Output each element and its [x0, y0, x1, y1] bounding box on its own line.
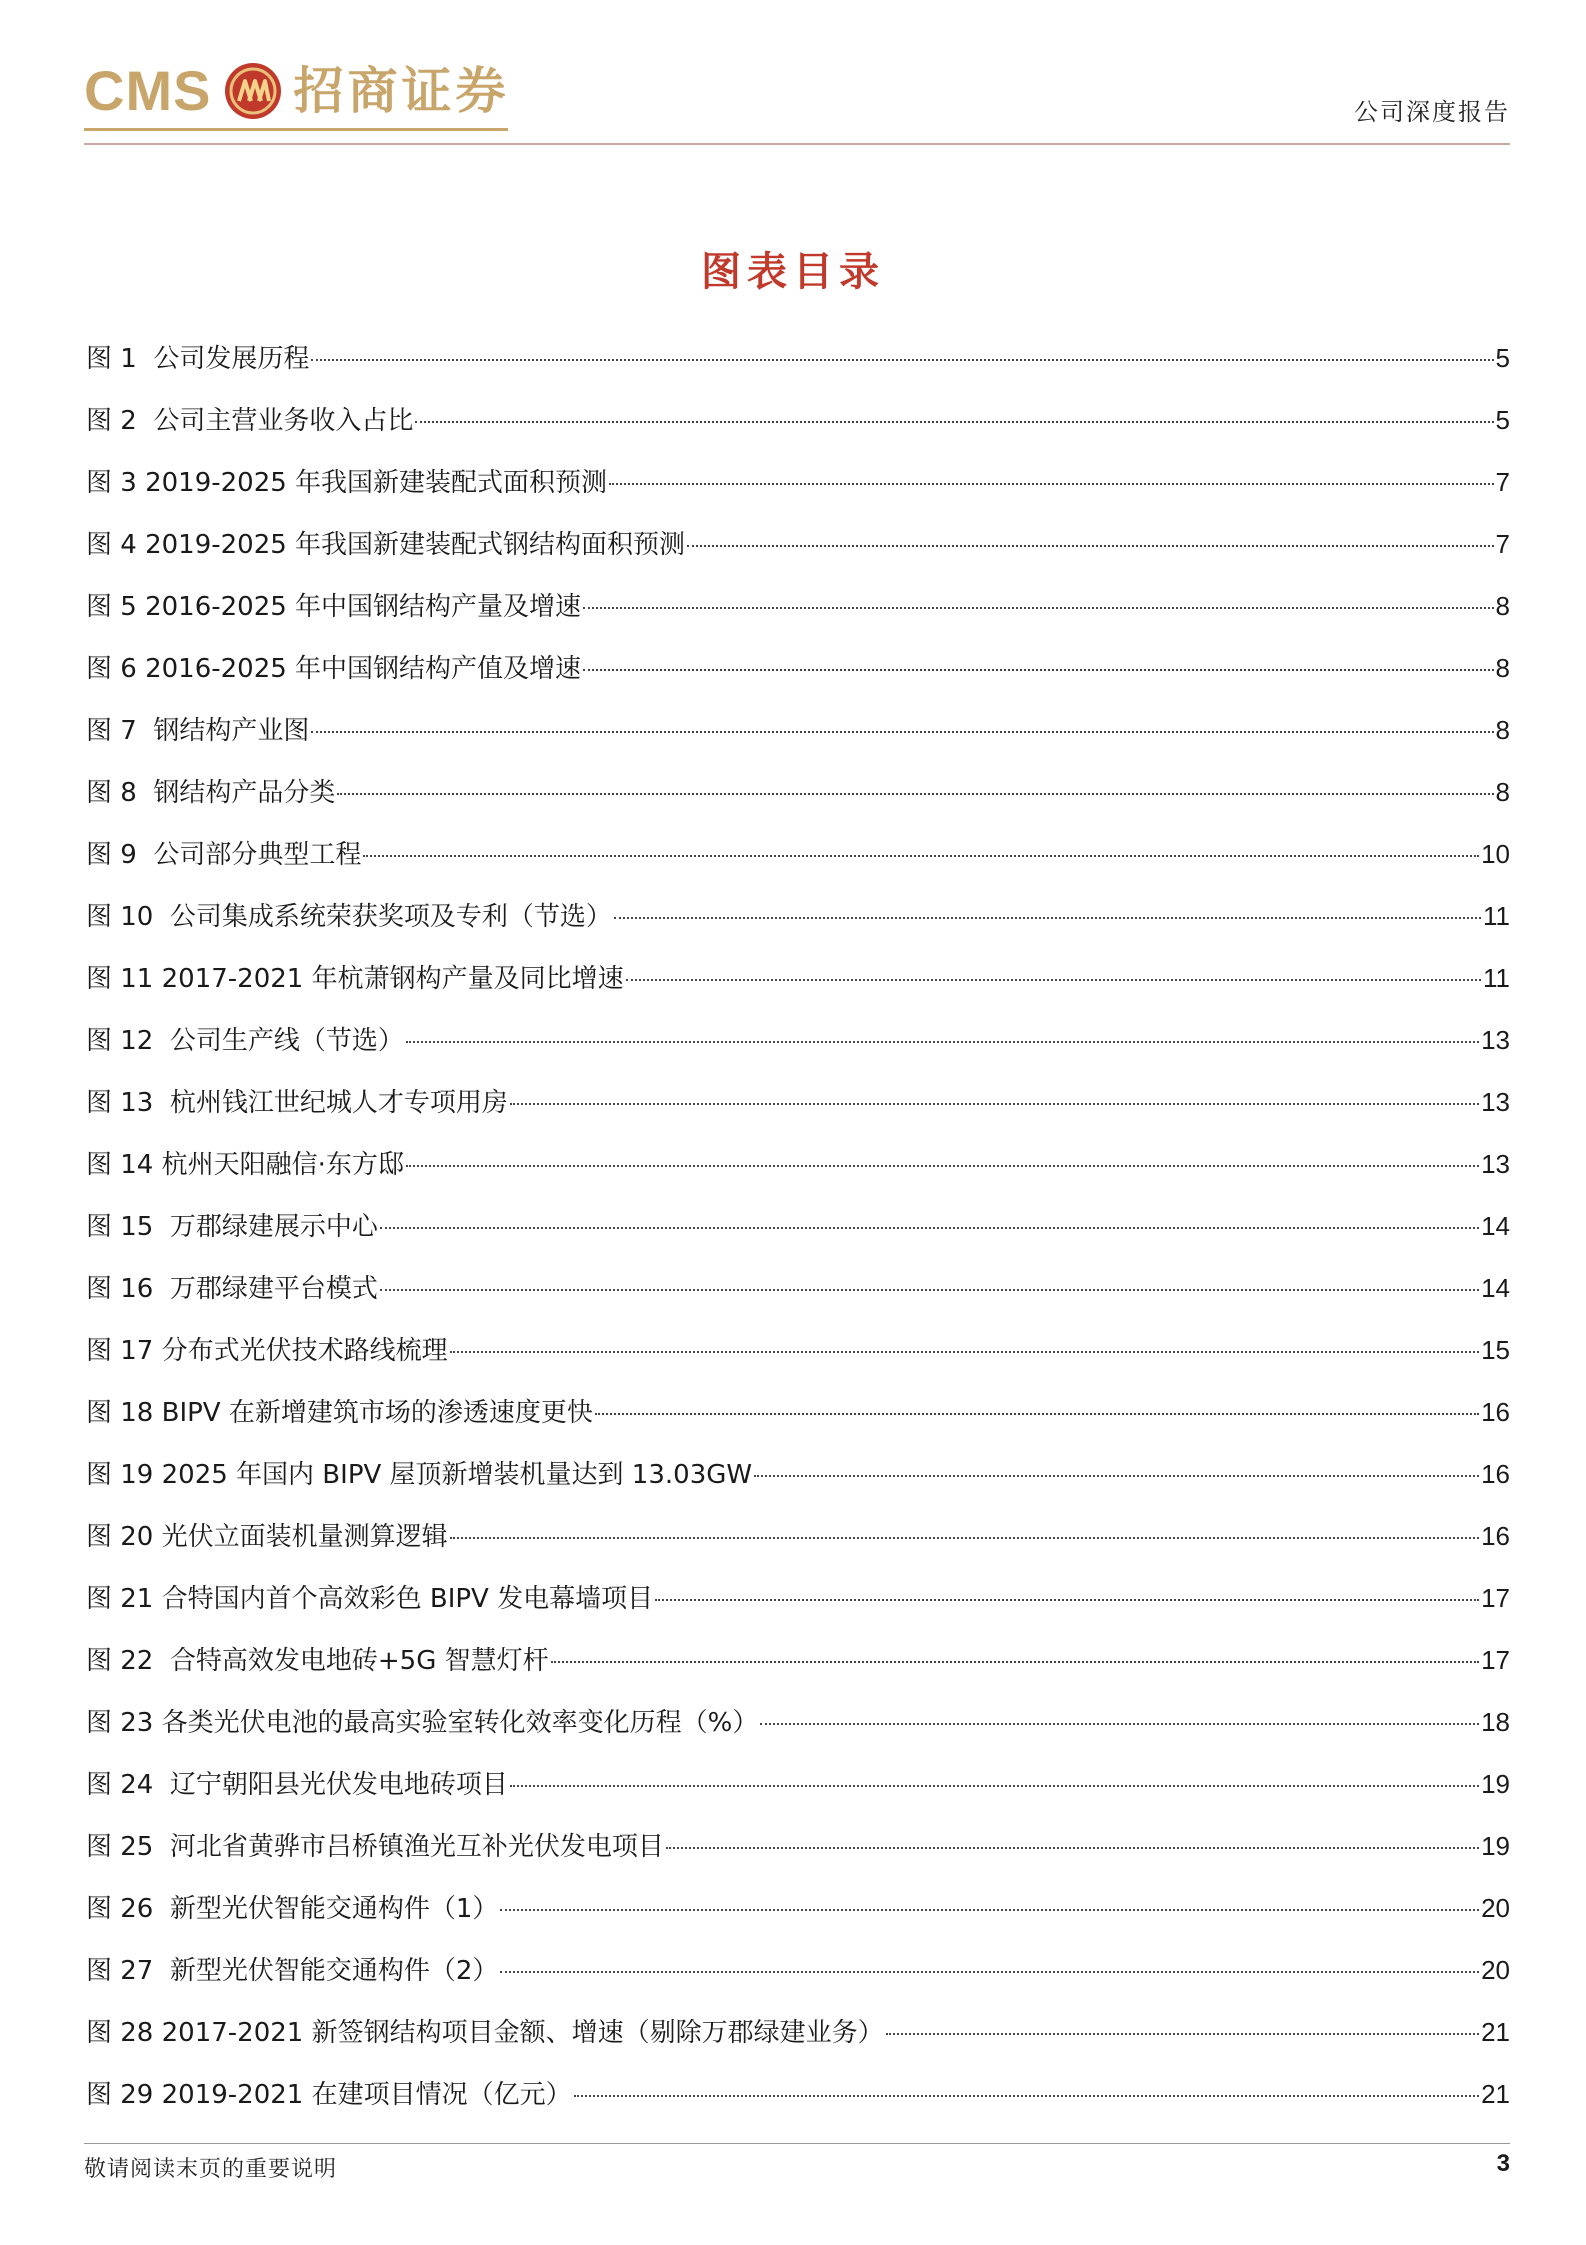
toc-entry-label: 图 20 光伏立面装机量测算逻辑 — [86, 1522, 448, 1552]
toc-entry-label: 图 23 各类光伏电池的最高实验室转化效率变化历程（%） — [86, 1708, 759, 1738]
toc-entry[interactable] — [86, 1020, 1510, 1082]
toc-entry-page: 7 — [1495, 467, 1510, 497]
toc-dot-leader — [609, 483, 1493, 485]
toc-entry[interactable] — [86, 896, 1510, 958]
company-logo — [84, 56, 509, 126]
toc-entry-label: 图 11 2017-2021 年杭萧钢构产量及同比增速 — [86, 964, 624, 994]
toc-dot-leader — [666, 1847, 1479, 1849]
toc-dot-leader — [450, 1537, 1479, 1539]
toc-dot-leader — [510, 1103, 1479, 1105]
toc-entry-page: 8 — [1495, 653, 1510, 683]
toc-entry-page: 7 — [1495, 529, 1510, 559]
toc-dot-leader — [450, 1351, 1479, 1353]
toc-entry-label: 图 4 2019-2025 年我国新建装配式钢结构面积预测 — [86, 530, 686, 560]
toc-entry-page: 13 — [1481, 1149, 1510, 1179]
toc-entry-label: 图 26 新型光伏智能交通构件（1） — [86, 1894, 499, 1924]
toc-entry[interactable] — [86, 400, 1510, 462]
toc-entry-page: 19 — [1481, 1769, 1510, 1799]
toc-entry-page: 17 — [1481, 1645, 1510, 1675]
toc-dot-leader — [311, 731, 1493, 733]
toc-dot-leader — [687, 545, 1493, 547]
toc-entry[interactable] — [86, 834, 1510, 896]
document-type: 公司深度报告 — [1354, 98, 1510, 126]
toc-dot-leader — [311, 359, 1493, 361]
toc-dot-leader — [510, 1785, 1479, 1787]
toc-dot-leader — [337, 793, 1493, 795]
toc-entry[interactable] — [86, 1702, 1510, 1764]
toc-entry-page: 20 — [1481, 1893, 1510, 1923]
toc-entry[interactable] — [86, 1082, 1510, 1144]
toc-entry[interactable] — [86, 1888, 1510, 1950]
toc-entry[interactable] — [86, 1640, 1510, 1702]
toc-dot-leader — [380, 1227, 1479, 1229]
toc-entry-label: 图 2 公司主营业务收入占比 — [86, 406, 414, 436]
toc-entry-label: 图 19 2025 年国内 BIPV 屋顶新增装机量达到 13.03GW — [86, 1460, 753, 1490]
toc-entry-page: 10 — [1481, 839, 1510, 869]
toc-entry[interactable] — [86, 338, 1510, 400]
toc-entry-label: 图 25 河北省黄骅市吕桥镇渔光互补光伏发电项目 — [86, 1832, 664, 1862]
toc-entry[interactable] — [86, 648, 1510, 710]
toc-entry-page: 21 — [1481, 2017, 1510, 2047]
toc-entry-page: 8 — [1495, 715, 1510, 745]
toc-entry-page: 17 — [1481, 1583, 1510, 1613]
toc-dot-leader — [406, 1041, 1479, 1043]
toc-entry[interactable] — [86, 1454, 1510, 1516]
toc-entry-label: 图 10 公司集成系统荣获奖项及专利（节选） — [86, 902, 612, 932]
page-header — [84, 56, 1510, 142]
toc-dot-leader — [363, 855, 1479, 857]
toc-entry-label: 图 1 公司发展历程 — [86, 344, 310, 374]
toc-entry-page: 5 — [1495, 343, 1510, 373]
toc-dot-leader — [415, 421, 1493, 423]
toc-entry-label: 图 8 钢结构产品分类 — [86, 778, 336, 808]
toc-entry-label: 图 27 新型光伏智能交通构件（2） — [86, 1956, 499, 1986]
logo-cms-text: CMS — [84, 59, 212, 122]
toc-dot-leader — [583, 607, 1493, 609]
toc-entry-page: 8 — [1495, 591, 1510, 621]
toc-entry-label: 图 14 杭州天阳融信·东方邸 — [86, 1150, 404, 1180]
toc-dot-leader — [500, 1909, 1479, 1911]
toc-dot-leader — [655, 1599, 1479, 1601]
toc-entry-page: 16 — [1481, 1521, 1510, 1551]
toc-entry[interactable] — [86, 958, 1510, 1020]
toc-entry[interactable] — [86, 1578, 1510, 1640]
toc-dot-leader — [886, 2033, 1479, 2035]
toc-entry-label: 图 18 BIPV 在新增建筑市场的渗透速度更快 — [86, 1398, 593, 1428]
toc-entry[interactable] — [86, 1826, 1510, 1888]
toc-entry-label: 图 28 2017-2021 新签钢结构项目金额、增速（剔除万郡绿建业务） — [86, 2018, 884, 2048]
logo-cn-text: 招商证券 — [293, 62, 510, 120]
toc-entry-label: 图 12 公司生产线（节选） — [86, 1026, 404, 1056]
toc-entry[interactable] — [86, 1268, 1510, 1330]
toc-entry-label: 图 29 2019-2021 在建项目情况（亿元） — [86, 2080, 572, 2110]
toc-entry-label: 图 7 钢结构产业图 — [86, 716, 310, 746]
toc-entry-page: 5 — [1495, 405, 1510, 435]
header-divider — [84, 143, 1510, 145]
toc-entry-label: 图 15 万郡绿建展示中心 — [86, 1212, 378, 1242]
toc-entry-page: 21 — [1481, 2079, 1510, 2109]
toc-entry-page: 14 — [1481, 1211, 1510, 1241]
toc-dot-leader — [380, 1289, 1479, 1291]
toc-dot-leader — [551, 1661, 1479, 1663]
toc-entry-label: 图 6 2016-2025 年中国钢结构产值及增速 — [86, 654, 582, 684]
toc-dot-leader — [754, 1475, 1479, 1477]
toc-title: 图表目录 — [701, 249, 885, 295]
toc-entry[interactable] — [86, 1144, 1510, 1206]
toc-entry[interactable] — [86, 1516, 1510, 1578]
toc-entry-page: 8 — [1495, 777, 1510, 807]
toc-entry[interactable] — [86, 586, 1510, 648]
logo-underline — [84, 128, 508, 131]
toc-entry-label: 图 9 公司部分典型工程 — [86, 840, 362, 870]
toc-entry[interactable] — [86, 1392, 1510, 1454]
toc-entry-page: 14 — [1481, 1273, 1510, 1303]
toc-dot-leader — [500, 1971, 1479, 1973]
toc-dot-leader — [760, 1723, 1479, 1725]
toc-entry[interactable] — [86, 462, 1510, 524]
toc-dot-leader — [583, 669, 1493, 671]
toc-entry-label: 图 16 万郡绿建平台模式 — [86, 1274, 378, 1304]
toc-entry[interactable] — [86, 710, 1510, 772]
table-of-figures — [86, 338, 1510, 2136]
toc-entry-page: 11 — [1483, 963, 1510, 993]
footer-divider — [84, 2143, 1510, 2144]
toc-entry-label: 图 3 2019-2025 年我国新建装配式面积预测 — [86, 468, 608, 498]
toc-entry-page: 19 — [1481, 1831, 1510, 1861]
toc-dot-leader — [595, 1413, 1479, 1415]
toc-entry-page: 18 — [1481, 1707, 1510, 1737]
toc-dot-leader — [406, 1165, 1479, 1167]
logo-emblem-icon — [223, 61, 283, 121]
toc-dot-leader — [574, 2095, 1479, 2097]
toc-entry[interactable] — [86, 1950, 1510, 2012]
footer-note: 敬请阅读末页的重要说明 — [84, 2157, 338, 2182]
toc-entry-page: 20 — [1481, 1955, 1510, 1985]
toc-entry-label: 图 13 杭州钱江世纪城人才专项用房 — [86, 1088, 508, 1118]
page-number: 3 — [1496, 2150, 1510, 2177]
toc-entry-page: 16 — [1481, 1397, 1510, 1427]
toc-entry-label: 图 24 辽宁朝阳县光伏发电地砖项目 — [86, 1770, 508, 1800]
toc-entry-page: 16 — [1481, 1459, 1510, 1489]
toc-dot-leader — [614, 917, 1481, 919]
toc-dot-leader — [626, 979, 1481, 981]
toc-entry-label: 图 5 2016-2025 年中国钢结构产量及增速 — [86, 592, 582, 622]
toc-entry-label: 图 17 分布式光伏技术路线梳理 — [86, 1336, 448, 1366]
toc-entry-page: 13 — [1481, 1087, 1510, 1117]
toc-entry[interactable] — [86, 772, 1510, 834]
toc-entry[interactable] — [86, 1764, 1510, 1826]
toc-entry[interactable] — [86, 524, 1510, 586]
toc-entry-label: 图 22 合特高效发电地砖+5G 智慧灯杆 — [86, 1646, 549, 1676]
toc-entry[interactable] — [86, 1330, 1510, 1392]
toc-entry-page: 11 — [1483, 901, 1510, 931]
toc-entry[interactable] — [86, 1206, 1510, 1268]
toc-entry-label: 图 21 合特国内首个高效彩色 BIPV 发电幕墙项目 — [86, 1584, 654, 1614]
toc-entry[interactable] — [86, 2074, 1510, 2136]
toc-entry-page: 15 — [1481, 1335, 1510, 1365]
toc-entry[interactable] — [86, 2012, 1510, 2074]
toc-entry-page: 13 — [1481, 1025, 1510, 1055]
